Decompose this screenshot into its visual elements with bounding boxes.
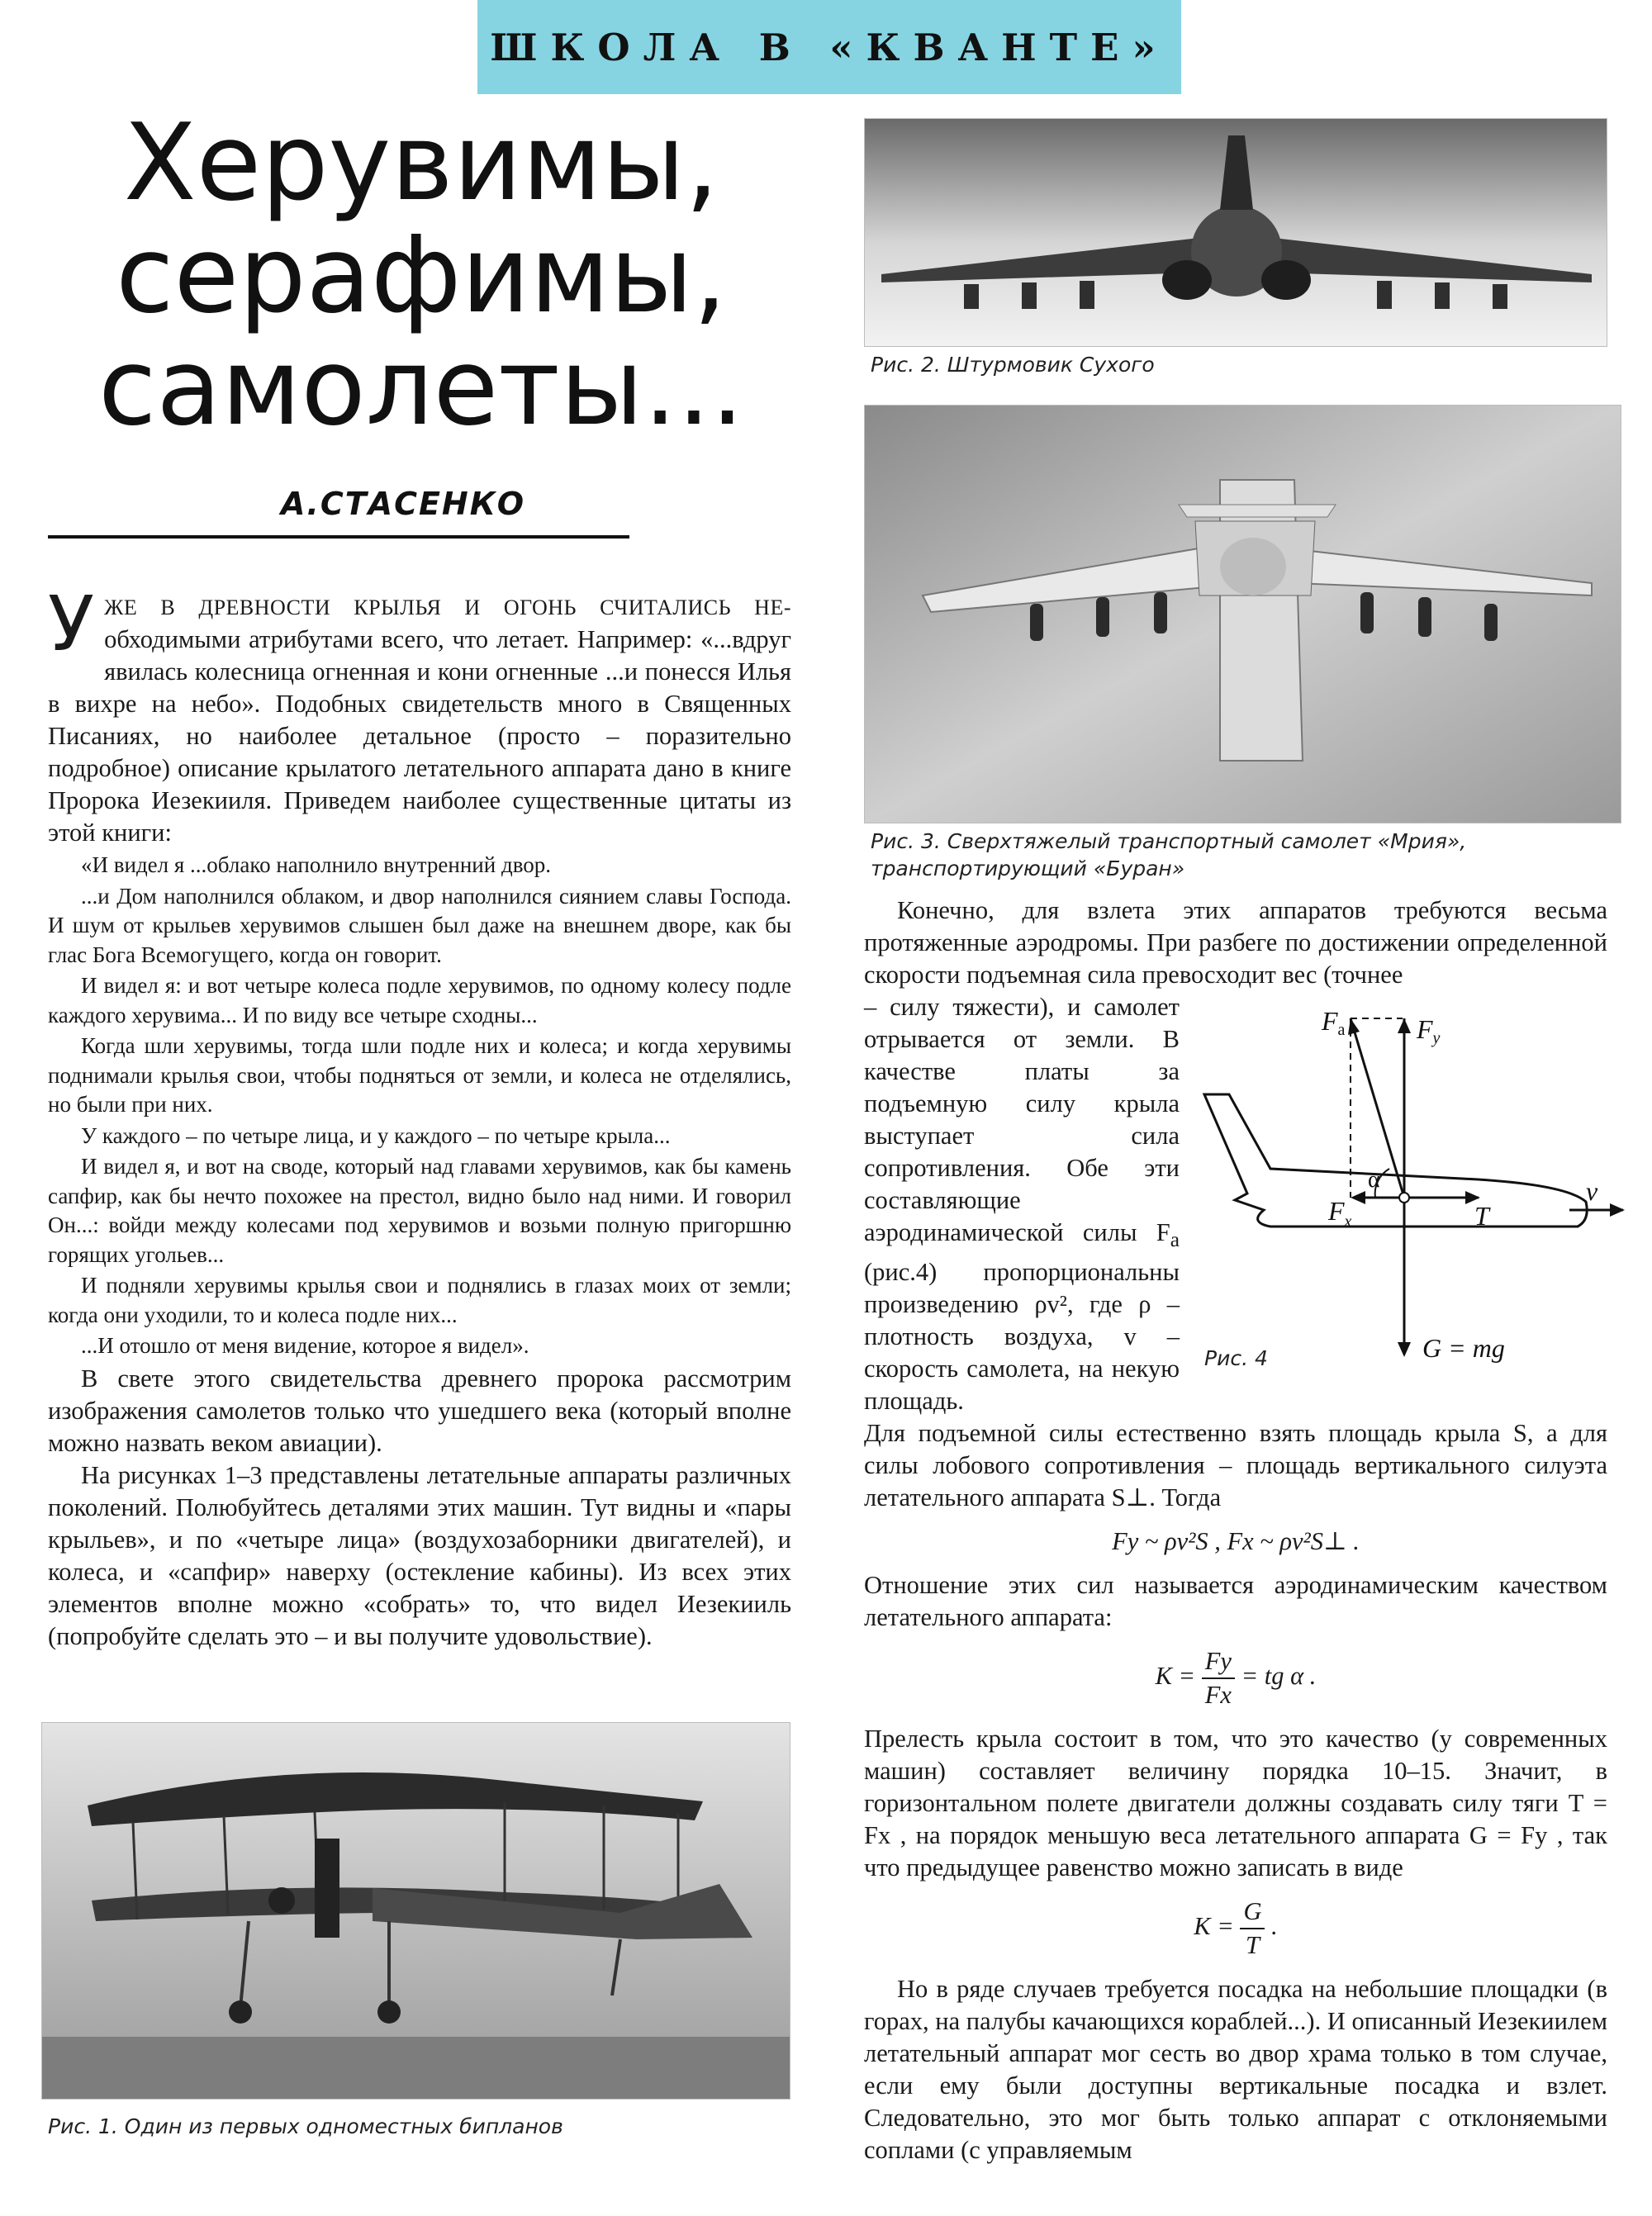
lead-text: обходимыми атрибутами всего, что летает. Например: «...вдруг явилась колесница огненная и кони огненные ...и понесся Илья в вихре на небо». Подобных свидетельств много в Священных Писаниях, но наиболее детальное (просто – поразительно подробное) описание крылатого летательного аппарата дано в книге Пророка Иезекииля. Приведем наиболее существенные цитаты из этой книги: [48,625,791,847]
label-fa: Fa [1322,1006,1346,1039]
author-name: А.СТАСЕНКО [281,486,526,522]
label-fx: $F_x$ [1328,1196,1352,1231]
label-g: G = mg [1422,1333,1505,1363]
body-text: (рис.4) пропорциональны произведению ρv², где ρ – плотность воздуха, v – скорость самолета, на некую площадь. [864,1258,1180,1416]
body-text: – силу тяжести), и самолет отрывается от земли. В качестве платы за подъемную силу крыла выступает сила сопротивления. Обе эти составляющие аэродинамической силы F [864,993,1180,1246]
fy-arrowhead [1398,1018,1411,1033]
body-paragraph: Для подъемной силы естественно взять площадь крыла S, а для силы лобового сопротивления – площадь вертикального силуэта летательного аппарата S⊥. Тогда [864,1419,1607,1512]
formula-rhs: = tg α . [1241,1662,1317,1691]
body-paragraph: Отношение этих сил называется аэродинамическим качеством летательного аппарата: [864,1571,1607,1632]
body-paragraph: Прелесть крыла состоит в том, что это качество (у современных машин) составляет величину порядка 10–15. Значит, в горизонтальном полете двигатели должны создавать силу тяги T = Fx , на порядок меньшую веса летательного аппарата G = Fy , так что предыдущее равенство можно записать в виде [864,1725,1607,1882]
figure-3-mriya-photo [864,405,1621,823]
body-paragraph: Конечно, для взлета этих аппаратов требуются весьма протяженные аэродромы. При разбеге по достижении определенной скорости подъемная сила превосходит вес (точнее [864,896,1607,989]
formula-rhs: . [1271,1912,1278,1941]
biplane-illustration [42,1723,790,2099]
scripture-quote [48,851,791,1361]
numerator: G [1240,1896,1265,1929]
section-title: ШКОЛА В «КВАНТЕ» [490,25,1169,69]
lead-caps: ЖЕ В ДРЕВНОСТИ КРЫЛЬЯ И ОГОНЬ СЧИТАЛИСЬ НЕ- [104,596,791,619]
quote-line: У каждого – по четыре лица, и у каждого – по четыре крыла... [81,1122,671,1148]
center-point [1399,1193,1409,1203]
label-t: T [1474,1201,1489,1231]
quote-line: И подняли херувимы крылья свои и поднялись в глазах моих от земли; когда они уходили, то и колеса подле них... [48,1273,791,1327]
title-line-3: самолеты... [98,326,744,449]
transport-aircraft-illustration [865,406,1621,823]
aircraft-silhouette [1204,1094,1587,1227]
wrapped-paragraph [864,991,1180,1417]
figure-3-caption: Рис. 3. Сверхтяжелый транспортный самолет «Мрия», транспортирующий «Буран» [871,829,1467,880]
quote-line: ...и Дом наполнился облаком, и двор наполнился сиянием славы Господа. И шум от крыльев херувимов слышен был даже на внешнем дворе, как бы глас Бога Всемогущего, когда он говорит. [48,883,791,967]
figure-1-caption: Рис. 1. Один из первых одноместных бипланов [48,2114,563,2138]
label-fy: Fy [1417,1014,1441,1047]
label-alpha: α [1368,1167,1380,1193]
body-paragraph: Но в ряде случаев требуется посадка на небольшие площадки (в горах, на палубы качающихся кораблей...). И описанный Иезекиилем летательный аппарат мог сесть во двор храма только в том случае, если ему были доступны вертикальные посадка и взлет. Следовательно, это мог быть только аппарат с отклоняемыми соплами (с управляемым [864,1975,1607,2165]
v-arrowhead [1610,1203,1625,1217]
article-title [50,102,793,449]
figure-4-force-diagram [1189,1004,1627,1367]
formula-lhs: K = [1155,1662,1196,1691]
lead-paragraph [48,580,791,849]
formula-forces: Fy ~ ρv²S , Fx ~ ρv²S⊥ . [1112,1527,1360,1556]
numerator: Fy [1202,1645,1235,1679]
formula-lhs: K = [1194,1912,1234,1941]
subscript: a [1170,1228,1180,1252]
author-divider [48,535,629,539]
body-paragraph: На рисунках 1–3 представлены летательные аппараты различных поколений. Полюбуйтесь деталями этих машин. Тут видны и «пары крыльев», и по «четыре лица» (воздухозаборники двигателей), и колеса, и «сапфир» наверху (остекление кабины). Из всех этих элементов вполне можно «собрать» то, что видел Иезекииль (попробуйте сделать это – и вы получите удовольствие). [48,1460,791,1650]
figure-2-caption: Рис. 2. Штурмовик Сухого [871,353,1155,377]
fraction [1240,1896,1265,1962]
figure-2-sukhoi-photo [864,118,1607,347]
drop-cap: У [48,580,95,668]
section-header [477,0,1181,94]
fraction [1202,1645,1235,1711]
formula-g-over-t [864,1896,1607,1962]
formula-quality [864,1645,1607,1711]
left-column [48,580,791,1653]
quote-line: ...И отошло от меня видение, которое я видел». [81,1333,529,1358]
quote-line: И видел я: и вот четыре колеса подле херувимов, по одному колесу подле каждого херувима... И по виду все четыре сходны... [48,973,791,1027]
denominator: T [1245,1931,1260,1960]
label-v: v [1586,1176,1598,1206]
denominator: Fx [1204,1681,1232,1710]
body-paragraph: В свете этого свидетельства древнего пророка рассмотрим изображения самолетов только что ушедшего века (который вполне можно назвать веком авиации). [48,1364,791,1457]
quote-line: Когда шли херувимы, тогда шли подле них и колеса; и когда херувимы поднимали крылья свои, чтобы подняться от земли, и колеса не отделялись, но были при них. [48,1033,791,1117]
figure-4-caption: Рис. 4 [1204,1346,1268,1370]
figure-1-biplane-photo [41,1722,790,2100]
title-line-2: серафимы, [116,214,727,337]
attack-aircraft-illustration [865,119,1607,346]
title-line-1: Херувимы, [123,102,719,225]
quote-line: И видел я, и вот на своде, который над главами херувимов, как бы камень сапфир, как бы нечто похожее на престол, видно было над ними. И говорил Он...: войди между колесами под херувимов и возьми полную пригоршню горящих угольев... [48,1154,791,1267]
quote-line: «И видел я ...облако наполнило внутренний двор. [81,852,552,877]
g-arrowhead [1398,1342,1411,1357]
